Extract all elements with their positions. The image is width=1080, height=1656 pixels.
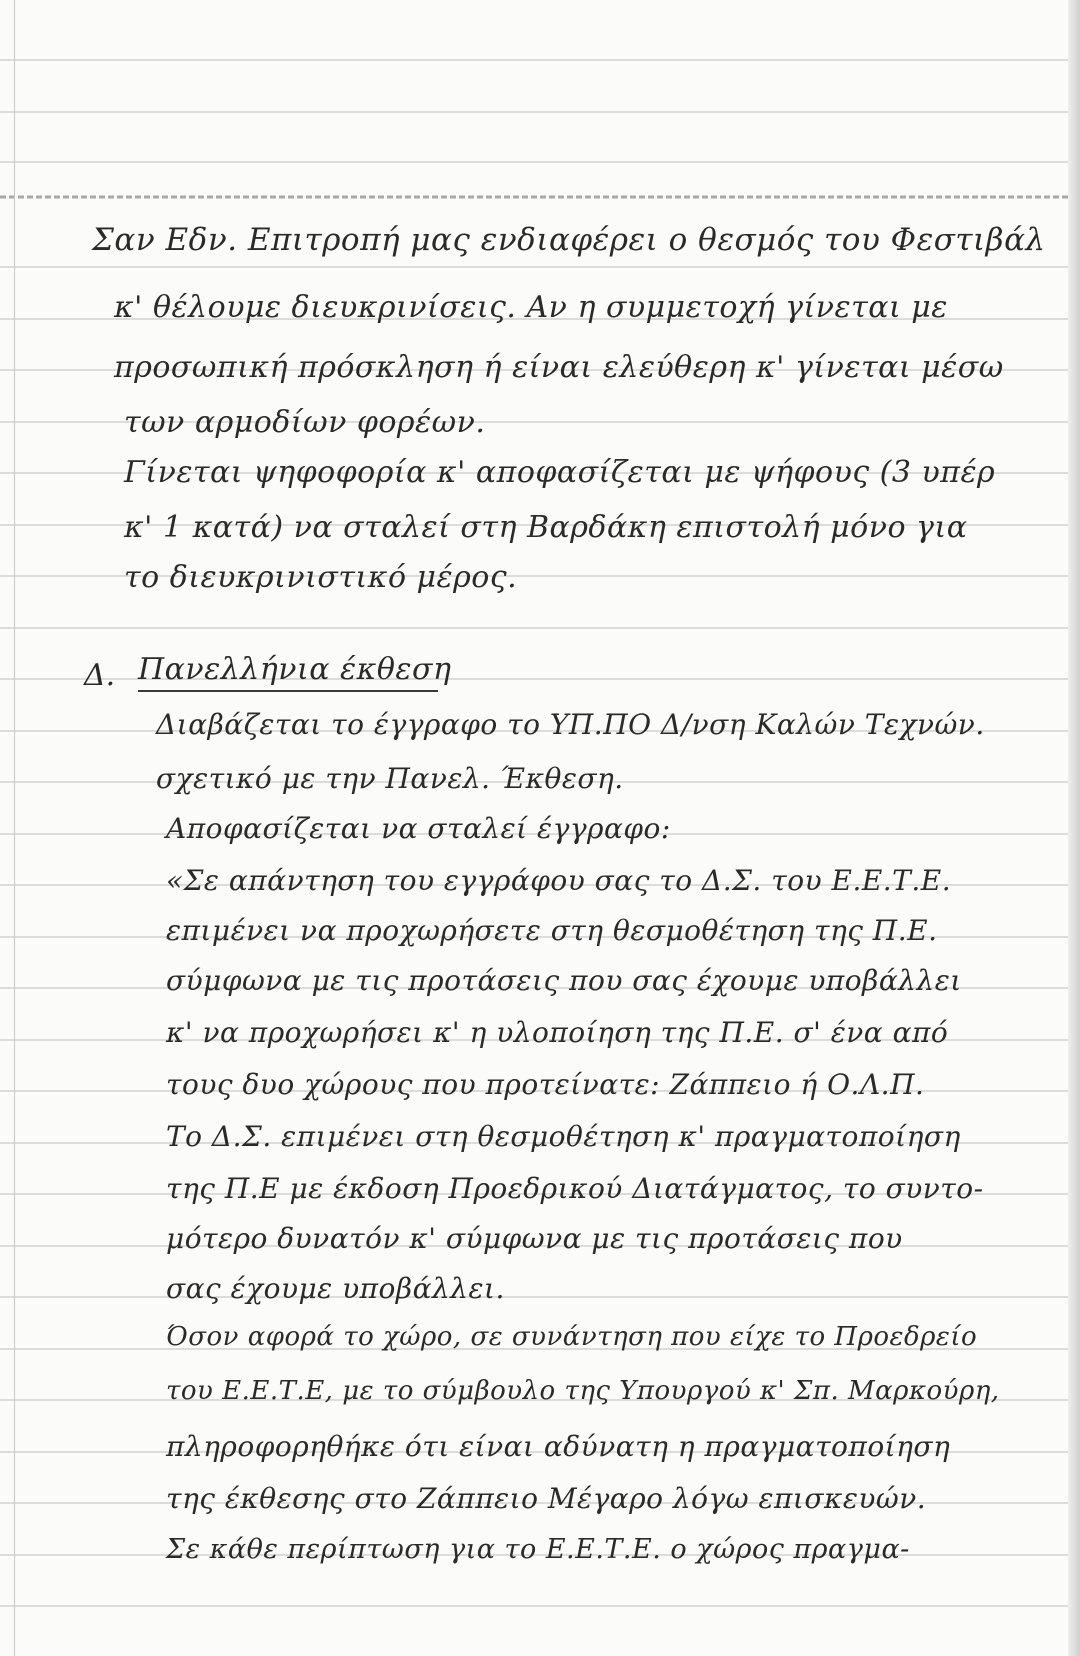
text-line-18: της Π.Ε με έκδοση Προεδρικού Διατάγματος, το συντο- xyxy=(166,1172,984,1205)
text-line-21: Όσον αφορά το χώρο, σε συνάντηση που είχε το Προεδρείο xyxy=(166,1322,978,1352)
page-fold-shadow xyxy=(1068,0,1080,1656)
text-line-9: Διαβάζεται το έγγραφο το ΥΠ.ΠΟ Δ/νση Καλών Τεχνών. xyxy=(156,708,985,741)
section-heading: Πανελλήνια έκθεση xyxy=(138,652,452,687)
text-line-10: σχετικό με την Πανελ. Έκθεση. xyxy=(156,762,624,795)
heading-number: Δ. xyxy=(84,658,116,693)
text-line-22: του Ε.Ε.Τ.Ε, με το σύμβουλο της Υπουργού κ' Σπ. Μαρκούρη, xyxy=(166,1376,1000,1406)
text-line-15: κ' να προχωρήσει κ' η υλοποίηση της Π.Ε. σ' ένα από xyxy=(166,1016,949,1049)
text-line-5: Γίνεται ψηφοφορία κ' αποφασίζεται με ψήφους (3 υπέρ xyxy=(124,455,996,490)
text-line-17: Το Δ.Σ. επιμένει στη θεσμοθέτηση κ' πραγματοποίηση xyxy=(166,1120,961,1153)
text-line-2: κ' θέλουμε διευκρινίσεις. Αν η συμμετοχή γίνεται με xyxy=(114,290,948,325)
text-line-11: Αποφασίζεται να σταλεί έγγραφο: xyxy=(166,812,671,845)
text-line-6: κ' 1 κατά) να σταλεί στη Βαρδάκη επιστολή μόνο για xyxy=(124,510,968,545)
left-margin-line xyxy=(14,0,15,1656)
text-line-3: προσωπική πρόσκληση ή είναι ελεύθερη κ' γίνεται μέσω xyxy=(114,350,1004,385)
text-line-7: το διευκρινιστικό μέρος. xyxy=(124,560,518,595)
text-line-16: τους δυο χώρους που προτείνατε: Ζάππειο ή Ο.Λ.Π. xyxy=(166,1068,925,1101)
text-line-23: πληροφορηθήκε ότι είναι αδύνατη η πραγματοποίηση xyxy=(166,1430,951,1463)
text-line-1: Σαν Εδν. Επιτροπή μας ενδιαφέρει ο θεσμός του Φεστιβάλ xyxy=(92,222,1046,258)
text-line-25: Σε κάθε περίπτωση για το Ε.Ε.Τ.Ε. ο χώρος πραγμα- xyxy=(166,1534,910,1565)
text-line-24: της έκθεσης στο Ζάππειο Μέγαρο λόγω επισκευών. xyxy=(166,1482,927,1515)
text-line-14: σύμφωνα με τις προτάσεις που σας έχουμε υποβάλλει xyxy=(166,964,962,997)
heading-underline xyxy=(138,690,438,692)
text-line-4: των αρμοδίων φορέων. xyxy=(124,405,486,440)
text-line-19: μότερο δυνατόν κ' σύμφωνα με τις προτάσεις που xyxy=(166,1222,903,1255)
text-line-13: επιμένει να προχωρήσετε στη θεσμοθέτηση της Π.Ε. xyxy=(166,914,938,947)
text-line-12: «Σε απάντηση του εγγράφου σας το Δ.Σ. του Ε.Ε.Τ.Ε. xyxy=(166,864,952,897)
text-line-20: σας έχουμε υποβάλλει. xyxy=(166,1272,505,1305)
